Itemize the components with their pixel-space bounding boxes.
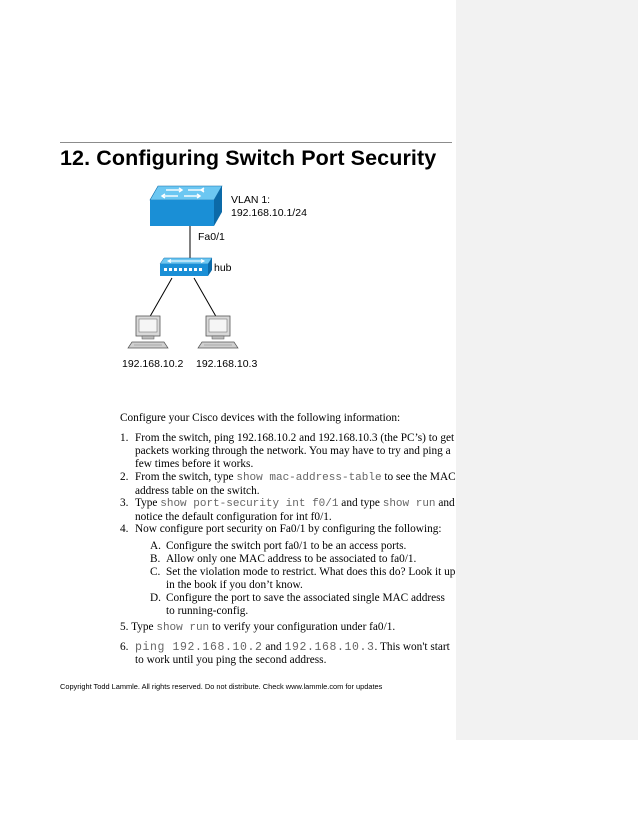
step-text-segment: to verify your configuration under fa0/1. <box>209 621 396 633</box>
code-snippet: show port-security int f0/1 <box>160 498 339 510</box>
step-text <box>135 641 457 667</box>
step-number: 1. <box>120 432 129 444</box>
step-text <box>120 621 460 635</box>
port-label: Fa0/1 <box>198 231 225 243</box>
pc1-ip-label: 192.168.10.2 <box>122 358 184 370</box>
code-snippet: 192.168.10.3 <box>284 641 375 654</box>
code-snippet: show run <box>382 498 436 510</box>
step-text: From the switch, ping 192.168.10.2 and 192.168.10.3 (the PC’s) to get packets working through the network. You may have to try and ping a few times before it works. <box>135 432 455 470</box>
substep-letter: A. <box>150 540 161 552</box>
network-diagram <box>118 180 318 375</box>
substep-letter: D. <box>150 592 161 604</box>
pc-icon <box>128 316 168 348</box>
step-number: 4. <box>120 523 129 535</box>
step-number: 3. <box>120 497 129 509</box>
code-snippet: show mac-address-table <box>236 472 382 484</box>
step-number: 6. <box>120 641 129 653</box>
step-text <box>135 497 457 524</box>
pc-icon <box>198 316 238 348</box>
vlan-label: VLAN 1: <box>231 194 271 206</box>
substep-text: Configure the switch port fa0/1 to be an access ports. <box>166 540 407 552</box>
substep-text: Configure the port to save the associated single MAC address to running-config. <box>166 592 445 617</box>
page-title: 12. Configuring Switch Port Security <box>60 146 437 170</box>
step-text-segment: Type <box>135 497 161 509</box>
copyright-footer: Copyright Todd Lammle. All rights reserved. Do not distribute. Check www.lammle.com for updates <box>60 682 383 691</box>
code-snippet: show run <box>156 622 210 634</box>
step-text <box>135 471 457 498</box>
substep-letter: C. <box>150 566 161 578</box>
intro-text: Configure your Cisco devices with the following information: <box>120 412 401 424</box>
substep-text: Allow only one MAC address to be associated to fa0/1. <box>166 553 417 565</box>
hub-label: hub <box>214 262 232 274</box>
step-text-segment: and notice the default configuration for int f0/1. <box>135 497 455 523</box>
hub-pc1-link <box>148 278 172 320</box>
step-text-segment: to see the MAC address table on the switch. <box>135 471 456 497</box>
step-text-segment: . This won't start to work until you ping the second address. <box>135 641 450 666</box>
comments-pane <box>456 0 638 740</box>
step-text-segment: and type <box>338 497 383 509</box>
hub-pc2-link <box>194 278 218 320</box>
switch-icon <box>150 186 222 226</box>
substep-text: Set the violation mode to restrict. What does this do? Look it up in the book if you don’t know. <box>166 566 456 591</box>
pc2-ip-label: 192.168.10.3 <box>196 358 258 370</box>
step-text: Now configure port security on Fa0/1 by configuring the following: <box>135 523 442 535</box>
step-number: 2. <box>120 471 129 483</box>
substep-letter: B. <box>150 553 161 565</box>
hub-icon <box>160 258 212 276</box>
step-text-segment: and <box>262 641 285 653</box>
vlan-ip-label: 192.168.10.1/24 <box>231 207 307 219</box>
step-text-segment: 5. Type <box>120 621 157 633</box>
code-snippet: ping 192.168.10.2 <box>135 641 263 654</box>
step-text-segment: From the switch, type <box>135 471 237 483</box>
title-rule <box>60 142 452 143</box>
